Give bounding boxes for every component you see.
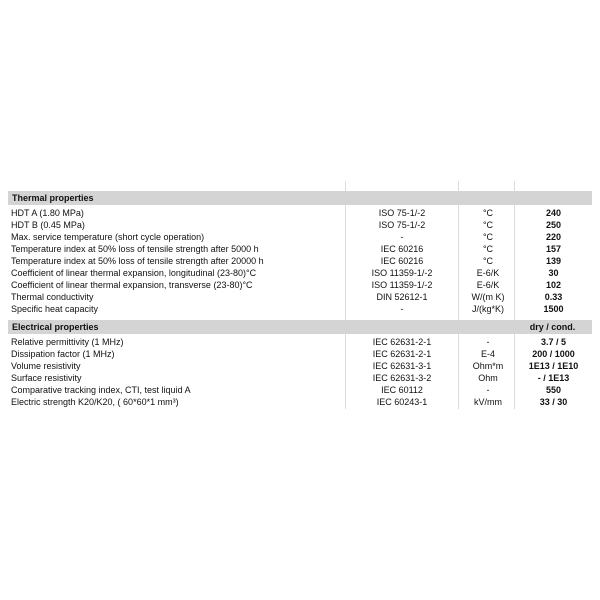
electrical-section-header <box>8 320 592 334</box>
property-cell: Comparative tracking index, CTI, test liquid A <box>11 385 191 395</box>
property-cell: Max. service temperature (short cycle operation) <box>11 232 205 242</box>
property-cell: Thermal conductivity <box>11 292 94 302</box>
table-row <box>8 255 592 267</box>
table-row <box>8 396 592 408</box>
unit-cell: E-6/K <box>476 268 500 278</box>
property-cell: Electric strength K20/K20, ( 60*60*1 mm³) <box>11 397 179 407</box>
table-row <box>8 336 592 348</box>
value-cell: 220 <box>545 232 562 242</box>
value-cell: 200 / 1000 <box>532 349 575 359</box>
table-row <box>8 348 592 360</box>
value-cell: 250 <box>545 220 562 230</box>
table-row <box>8 279 592 291</box>
electrical-value-header: dry / cond. <box>529 322 576 332</box>
value-cell: 550 <box>545 385 562 395</box>
value-cell: 1E13 / 1E10 <box>528 361 579 371</box>
unit-cell: - <box>486 385 490 395</box>
table-row <box>8 360 592 372</box>
standard-cell: ISO 75-1/-2 <box>378 208 426 218</box>
table-row <box>8 243 592 255</box>
standard-cell: IEC 60112 <box>381 385 423 395</box>
standard-cell: IEC 62631-2-1 <box>372 349 432 359</box>
property-cell: Relative permittivity (1 MHz) <box>11 337 124 347</box>
unit-cell: E-4 <box>480 349 495 359</box>
unit-cell: Ohm*m <box>472 361 504 371</box>
unit-cell: E-6/K <box>476 280 500 290</box>
standard-cell: - <box>400 232 404 242</box>
value-cell: 0.33 <box>544 292 563 302</box>
standard-cell: IEC 62631-3-1 <box>372 361 432 371</box>
standard-cell: IEC 62631-2-1 <box>372 337 432 347</box>
property-cell: HDT B (0.45 MPa) <box>11 220 85 230</box>
property-cell: Temperature index at 50% loss of tensile strength after 20000 h <box>11 256 264 266</box>
property-cell: Specific heat capacity <box>11 304 99 314</box>
table-row <box>8 384 592 396</box>
table-row <box>8 267 592 279</box>
table-row <box>8 372 592 384</box>
standard-cell: ISO 11359-1/-2 <box>371 268 433 278</box>
unit-cell: °C <box>482 232 494 242</box>
thermal-section-title: Thermal properties <box>12 193 94 203</box>
value-cell: 33 / 30 <box>539 397 568 407</box>
value-cell: - / 1E13 <box>537 373 570 383</box>
value-cell: 240 <box>545 208 562 218</box>
property-cell: HDT A (1.80 MPa) <box>11 208 84 218</box>
table-row <box>8 303 592 315</box>
value-cell: 3.7 / 5 <box>540 337 567 347</box>
standard-cell: DIN 52612-1 <box>376 292 428 302</box>
standard-cell: IEC 60243-1 <box>376 397 428 407</box>
value-cell: 139 <box>545 256 562 266</box>
table-row <box>8 291 592 303</box>
value-cell: 102 <box>545 280 562 290</box>
property-cell: Temperature index at 50% loss of tensile strength after 5000 h <box>11 244 259 254</box>
table-row <box>8 219 592 231</box>
standard-cell: - <box>400 304 404 314</box>
unit-cell: W/(m K) <box>471 292 505 302</box>
standard-cell: ISO 75-1/-2 <box>378 220 426 230</box>
property-cell: Coefficient of linear thermal expansion, transverse (23-80)°C <box>11 280 253 290</box>
unit-cell: °C <box>482 220 494 230</box>
property-cell: Surface resistivity <box>11 373 82 383</box>
unit-cell: J/(kg*K) <box>471 304 504 314</box>
unit-cell: °C <box>482 208 494 218</box>
standard-cell: IEC 60216 <box>380 244 424 254</box>
unit-cell: Ohm <box>478 373 498 383</box>
thermal-section-header <box>8 191 592 205</box>
table-row <box>8 207 592 219</box>
unit-cell: - <box>486 337 490 347</box>
property-cell: Dissipation factor (1 MHz) <box>11 349 115 359</box>
property-cell: Coefficient of linear thermal expansion, longitudinal (23-80)°C <box>11 268 257 278</box>
value-cell: 157 <box>545 244 562 254</box>
value-cell: 30 <box>548 268 559 278</box>
standard-cell: ISO 11359-1/-2 <box>371 280 433 290</box>
standard-cell: IEC 60216 <box>380 256 424 266</box>
electrical-section-title: Electrical properties <box>12 322 99 332</box>
value-cell: 1500 <box>543 304 564 314</box>
table-row <box>8 231 592 243</box>
unit-cell: °C <box>482 256 494 266</box>
property-cell: Volume resistivity <box>11 361 81 371</box>
standard-cell: IEC 62631-3-2 <box>372 373 432 383</box>
unit-cell: kV/mm <box>474 397 502 407</box>
unit-cell: °C <box>482 244 494 254</box>
